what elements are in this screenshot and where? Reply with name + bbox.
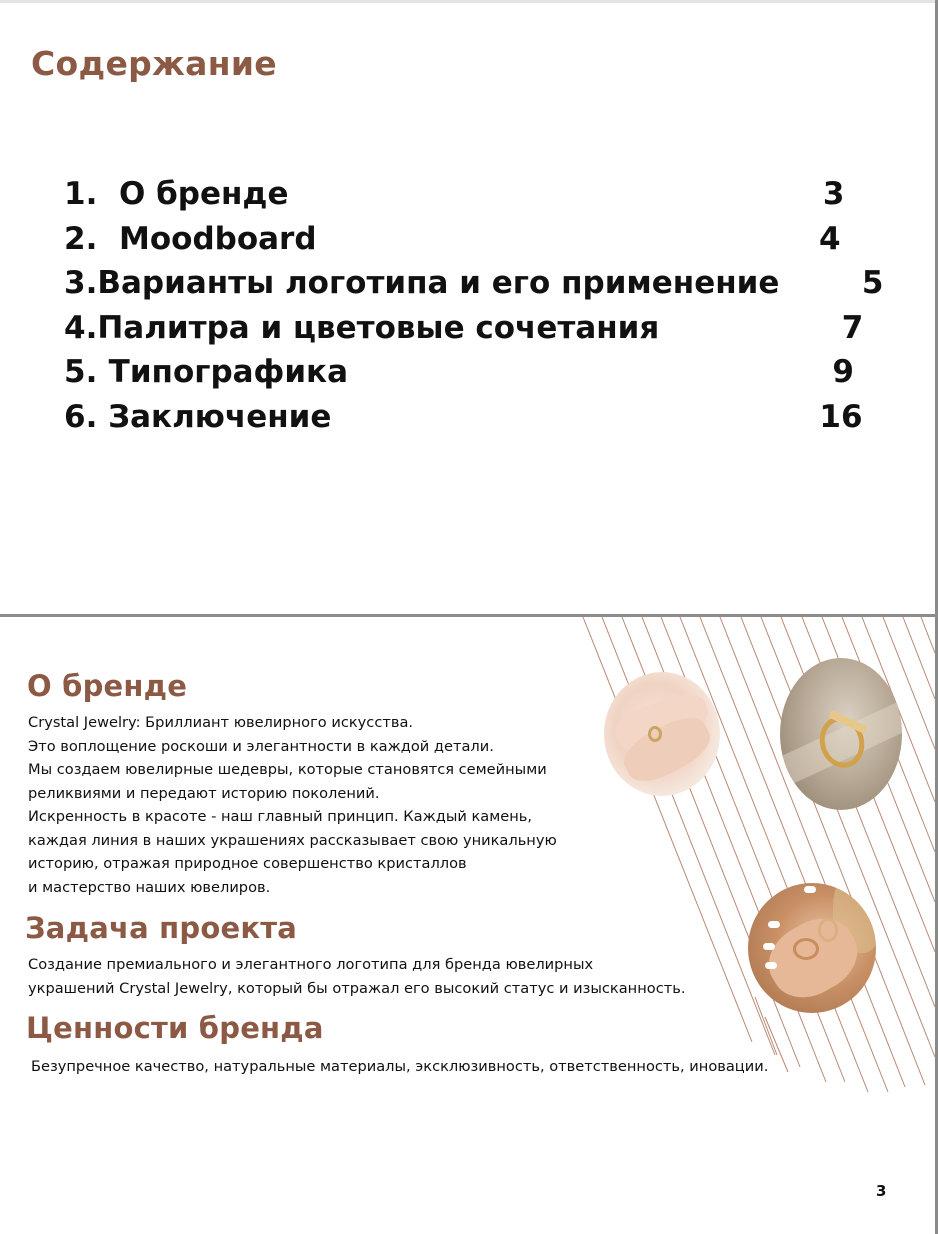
about-line: Искренность в красоте - наш главный принцип. Каждый камень, — [28, 808, 532, 825]
toc-item-label: О бренде — [119, 176, 289, 213]
toc-item-number: 3. — [64, 265, 98, 302]
nail — [765, 962, 777, 969]
toc-item-page: 7 — [841, 309, 864, 346]
toc-item-number: 2. — [64, 220, 98, 257]
ring-icon — [793, 938, 819, 960]
gold-ring-on-fabric-photo — [780, 658, 902, 810]
toc-item-number: 1. — [64, 176, 98, 213]
toc-item-page: 3 — [822, 176, 845, 213]
dot-leader — [329, 224, 789, 254]
toc-item-number: 4. — [64, 309, 98, 346]
toc-item[interactable] — [64, 350, 854, 395]
about-heading: О бренде — [27, 669, 188, 703]
about-line: историю, отражая природное совершенство кристаллов — [28, 855, 467, 872]
toc-item-page: 16 — [819, 398, 863, 435]
about-line: Мы создаем ювелирные шедевры, которые становятся семейными — [28, 761, 547, 778]
values-text: Безупречное качество, натуральные материалы, эксклюзивность, ответственность, иновации. — [31, 1058, 769, 1075]
about-line: реликвиями и передают историю поколений. — [28, 784, 380, 802]
table-of-contents — [64, 172, 884, 439]
page-title: Содержание — [31, 44, 277, 83]
nail — [804, 886, 816, 893]
about-line: и мастерство наших ювелиров. — [28, 878, 271, 896]
task-text — [28, 953, 685, 1000]
toc-item[interactable] — [64, 261, 884, 306]
about-line: Crystal Jewelry: Бриллиант ювелирного искусства. — [28, 714, 414, 731]
toc-item-number: 5. — [64, 354, 98, 391]
hand-with-ring-photo — [604, 672, 720, 796]
dot-leader — [301, 179, 781, 209]
toc-item-label: Moodboard — [119, 220, 317, 257]
hand-with-stacked-rings-photo — [748, 883, 876, 1013]
top-border — [0, 0, 938, 3]
ring-icon — [818, 918, 838, 942]
dot-leader — [343, 402, 813, 432]
about-text — [28, 711, 557, 899]
nail — [763, 943, 775, 950]
nail — [768, 921, 780, 928]
toc-item-label: Варианты логотипа и его применение — [97, 265, 780, 302]
task-line: украшений Crystal Jewelry, который бы отражал его высокий статус и изысканность. — [28, 979, 686, 997]
dot-leader — [791, 268, 831, 298]
about-line: Это воплощение роскоши и элегантности в каждой детали. — [28, 737, 494, 755]
toc-item-label: Заключение — [108, 398, 332, 435]
toc-item[interactable] — [64, 172, 854, 217]
toc-item-page: 5 — [861, 265, 884, 302]
toc-item-page: 4 — [818, 220, 841, 257]
task-heading: Задача проекта — [25, 911, 297, 945]
toc-item-label: Палитра и цветовые сочетания — [97, 309, 660, 346]
values-heading: Ценности бренда — [26, 1011, 324, 1045]
toc-item-number: 6. — [64, 398, 98, 435]
ring-icon — [648, 726, 662, 742]
toc-item[interactable] — [64, 217, 854, 262]
dot-leader — [360, 357, 810, 387]
page-number: 3 — [876, 1182, 887, 1200]
toc-item-label: Типографика — [108, 354, 348, 391]
dot-leader — [671, 313, 821, 343]
toc-item[interactable] — [64, 395, 863, 440]
toc-item-page: 9 — [832, 354, 854, 391]
about-line: каждая линия в наших украшениях рассказывает свою уникальную — [28, 831, 557, 849]
task-line: Создание премиального и элегантного логотипа для бренда ювелирных — [28, 956, 594, 973]
toc-item[interactable] — [64, 306, 864, 351]
